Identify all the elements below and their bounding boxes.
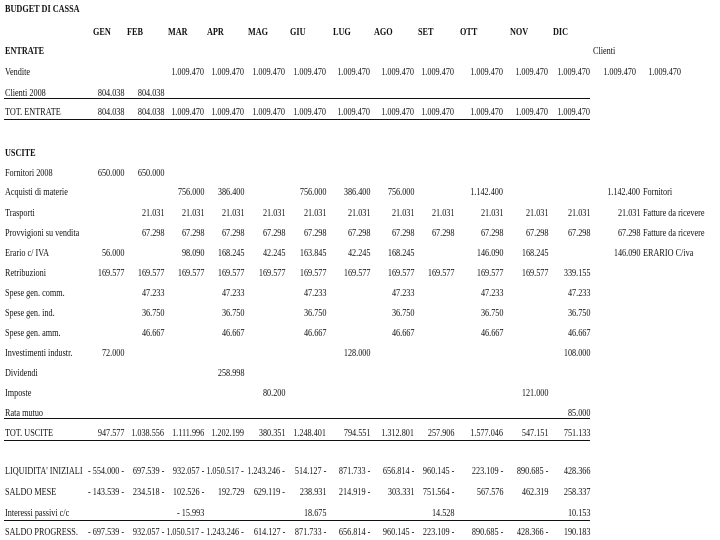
side-note-vendite-1: 1.009.470 <box>648 67 681 78</box>
row-label-tot_uscite: TOT. USCITE <box>5 428 53 439</box>
cell-tot_entrate-mag: 1.009.470 <box>252 107 285 118</box>
cell-tot_entrate-ago: 1.009.470 <box>381 107 414 118</box>
cell-tot_uscite-giu: 1.248.401 <box>293 428 326 439</box>
cell-investimenti-gen: 72.000 <box>101 348 124 359</box>
cell-tot_entrate-feb: 804.038 <box>137 107 164 118</box>
cell-saldo_mese-mar: 102.526 - <box>172 487 204 498</box>
month-header-ago: AGO <box>374 27 393 38</box>
cell-erario_iva-mag: 42.245 <box>262 248 285 259</box>
cell-provvigioni-apr: 67.298 <box>221 228 244 239</box>
cell-provvigioni-lug: 67.298 <box>347 228 370 239</box>
cell-spese_comm-feb: 47.233 <box>141 288 164 299</box>
cell-tot_entrate-apr: 1.009.470 <box>211 107 244 118</box>
cell-spese_comm-ott: 47.233 <box>480 288 503 299</box>
row-label-fornitori2008: Fornitori 2008 <box>5 168 53 179</box>
row-label-spese_comm: Spese gen. comm. <box>5 288 65 299</box>
month-header-mag: MAG <box>248 27 269 38</box>
rule-below-tot-uscite <box>4 440 590 441</box>
month-header-set: SET <box>418 27 434 38</box>
month-header-feb: FEB <box>127 27 143 38</box>
section-uscite: USCITE <box>5 148 36 159</box>
cell-acquisti-giu: 756.000 <box>299 187 326 198</box>
cell-saldo_mese-gen: - 143.539 - <box>87 487 124 498</box>
cell-trasporti-set: 21.031 <box>431 208 454 219</box>
cell-saldo_progress-dic: 190.183 <box>563 527 590 538</box>
row-label-dividendi: Dividendi <box>5 368 38 379</box>
side-note-erario_iva-0: 146.090 <box>613 248 640 259</box>
row-label-saldo_progress: SALDO PROGRESS. <box>5 527 78 538</box>
cell-provvigioni-feb: 67.298 <box>141 228 164 239</box>
cell-trasporti-feb: 21.031 <box>141 208 164 219</box>
cell-saldo_progress-mag: 614.127 - <box>253 527 285 538</box>
cell-imposte-nov: 121.000 <box>521 388 548 399</box>
cell-acquisti-mar: 756.000 <box>177 187 204 198</box>
cell-tot_uscite-set: 257.906 <box>427 428 454 439</box>
cell-provvigioni-mar: 67.298 <box>181 228 204 239</box>
cell-retribuzioni-gen: 169.577 <box>97 268 124 279</box>
row-label-clienti2008: Clienti 2008 <box>5 88 46 99</box>
cell-clienti2008-feb: 804.038 <box>137 88 164 99</box>
side-note-trasporti-0: 21.031 <box>617 208 640 219</box>
cell-retribuzioni-nov: 169.577 <box>521 268 548 279</box>
side-note-provvigioni-1: Fatture da ricevere <box>643 228 705 239</box>
cell-spese_amm-dic: 46.667 <box>567 328 590 339</box>
cell-investimenti-lug: 128.000 <box>343 348 370 359</box>
cell-vendite-apr: 1.009.470 <box>211 67 244 78</box>
cell-tot_entrate-gen: 804.038 <box>97 107 124 118</box>
cell-spese_comm-apr: 47.233 <box>221 288 244 299</box>
cell-erario_iva-gen: 56.000 <box>101 248 124 259</box>
cell-investimenti-dic: 108.000 <box>563 348 590 359</box>
cell-interessi-giu: 18.675 <box>303 508 326 519</box>
side-note-provvigioni-0: 67.298 <box>617 228 640 239</box>
cell-vendite-giu: 1.009.470 <box>293 67 326 78</box>
cell-liquidita-dic: 428.366 <box>563 466 590 477</box>
cell-liquidita-ago: 656.814 - <box>382 466 414 477</box>
cell-saldo_mese-dic: 258.337 <box>563 487 590 498</box>
cell-saldo_mese-ago: 303.331 <box>387 487 414 498</box>
row-label-erario_iva: Erario c/ IVA <box>5 248 50 259</box>
cell-spese_ind-feb: 36.750 <box>141 308 164 319</box>
cell-dividendi-apr: 258.998 <box>217 368 244 379</box>
cell-liquidita-mar: 932.057 - <box>172 466 204 477</box>
rule-above-tot-uscite <box>4 418 590 419</box>
cell-retribuzioni-ott: 169.577 <box>476 268 503 279</box>
cell-saldo_progress-mar: 1.050.517 - <box>166 527 204 538</box>
cell-saldo_mese-ott: 567.576 <box>476 487 503 498</box>
cell-acquisti-ago: 756.000 <box>387 187 414 198</box>
row-label-imposte: Imposte <box>5 388 32 399</box>
cell-retribuzioni-mag: 169.577 <box>258 268 285 279</box>
cell-fornitori2008-feb: 650.000 <box>137 168 164 179</box>
cell-saldo_progress-gen: - 697.539 - <box>87 527 124 538</box>
cell-liquidita-feb: 697.539 - <box>132 466 164 477</box>
cell-liquidita-giu: 514.127 - <box>294 466 326 477</box>
cell-provvigioni-dic: 67.298 <box>567 228 590 239</box>
cell-trasporti-ago: 21.031 <box>391 208 414 219</box>
cell-saldo_progress-feb: 932.057 - <box>132 527 164 538</box>
cell-spese_amm-giu: 46.667 <box>303 328 326 339</box>
cell-tot_entrate-lug: 1.009.470 <box>337 107 370 118</box>
cell-erario_iva-ott: 146.090 <box>476 248 503 259</box>
cell-liquidita-set: 960.145 - <box>422 466 454 477</box>
cell-spese_amm-ott: 46.667 <box>480 328 503 339</box>
cell-tot_uscite-nov: 547.151 <box>521 428 548 439</box>
month-header-dic: DIC <box>553 27 569 38</box>
cell-retribuzioni-mar: 169.577 <box>177 268 204 279</box>
side-note-erario_iva-1: ERARIO C/iva <box>643 248 694 259</box>
cell-saldo_mese-nov: 462.319 <box>521 487 548 498</box>
cell-provvigioni-giu: 67.298 <box>303 228 326 239</box>
row-label-vendite: Vendite <box>5 67 31 78</box>
cell-interessi-dic: 10.153 <box>567 508 590 519</box>
cell-vendite-mar: 1.009.470 <box>171 67 204 78</box>
cell-spese_ind-apr: 36.750 <box>221 308 244 319</box>
cell-spese_amm-ago: 46.667 <box>391 328 414 339</box>
cell-tot_entrate-dic: 1.009.470 <box>557 107 590 118</box>
cell-retribuzioni-ago: 169.577 <box>387 268 414 279</box>
cell-saldo_mese-lug: 214.919 - <box>338 487 370 498</box>
cell-vendite-nov: 1.009.470 <box>515 67 548 78</box>
cell-tot_entrate-set: 1.009.470 <box>421 107 454 118</box>
cell-interessi-set: 14.528 <box>431 508 454 519</box>
cell-tot_uscite-gen: 947.577 <box>97 428 124 439</box>
cell-saldo_mese-giu: 238.931 <box>299 487 326 498</box>
sheet-title: BUDGET DI CASSA <box>5 4 80 15</box>
month-header-lug: LUG <box>333 27 351 38</box>
cell-liquidita-lug: 871.733 - <box>338 466 370 477</box>
cell-retribuzioni-apr: 169.577 <box>217 268 244 279</box>
cell-provvigioni-set: 67.298 <box>431 228 454 239</box>
cell-saldo_mese-feb: 234.518 - <box>132 487 164 498</box>
rule-above-tot-entrate <box>4 98 590 99</box>
cell-spese_comm-giu: 47.233 <box>303 288 326 299</box>
cell-vendite-dic: 1.009.470 <box>557 67 590 78</box>
cell-trasporti-lug: 21.031 <box>347 208 370 219</box>
cell-liquidita-nov: 890.685 - <box>516 466 548 477</box>
cell-erario_iva-nov: 168.245 <box>521 248 548 259</box>
cell-tot_uscite-ago: 1.312.801 <box>381 428 414 439</box>
row-label-spese_ind: Spese gen. ind. <box>5 308 55 319</box>
cell-acquisti-lug: 386.400 <box>343 187 370 198</box>
cell-liquidita-ott: 223.109 - <box>471 466 503 477</box>
month-header-giu: GIU <box>290 27 306 38</box>
cell-tot_entrate-giu: 1.009.470 <box>293 107 326 118</box>
side-note-acquisti-0: 1.142.400 <box>607 187 640 198</box>
cell-vendite-ago: 1.009.470 <box>381 67 414 78</box>
cell-vendite-lug: 1.009.470 <box>337 67 370 78</box>
month-header-apr: APR <box>207 27 224 38</box>
side-note-trasporti-1: Fatture da ricevere <box>643 208 705 219</box>
cell-retribuzioni-feb: 169.577 <box>137 268 164 279</box>
cell-imposte-mag: 80.200 <box>262 388 285 399</box>
cell-saldo_mese-mag: 629.119 - <box>253 487 285 498</box>
cell-tot_uscite-lug: 794.551 <box>343 428 370 439</box>
cell-spese_ind-ott: 36.750 <box>480 308 503 319</box>
row-label-retribuzioni: Retribuzioni <box>5 268 46 279</box>
cell-erario_iva-giu: 163.845 <box>299 248 326 259</box>
cell-erario_iva-mar: 98.090 <box>181 248 204 259</box>
cell-saldo_progress-apr: 1.243.246 - <box>206 527 244 538</box>
cell-spese_comm-dic: 47.233 <box>567 288 590 299</box>
cell-liquidita-gen: - 554.000 - <box>87 466 124 477</box>
month-header-nov: NOV <box>510 27 529 38</box>
cell-clienti2008-gen: 804.038 <box>97 88 124 99</box>
cell-erario_iva-ago: 168.245 <box>387 248 414 259</box>
row-label-liquidita: LIQUIDITA' INIZIALI <box>5 466 83 477</box>
cell-saldo_progress-ott: 890.685 - <box>471 527 503 538</box>
cell-tot_uscite-apr: 1.202.199 <box>211 428 244 439</box>
cell-saldo_progress-lug: 656.814 - <box>338 527 370 538</box>
cell-acquisti-ott: 1.142.400 <box>470 187 503 198</box>
cell-erario_iva-apr: 168.245 <box>217 248 244 259</box>
cell-provvigioni-ott: 67.298 <box>480 228 503 239</box>
cell-tot_uscite-mag: 380.351 <box>258 428 285 439</box>
cell-vendite-mag: 1.009.470 <box>252 67 285 78</box>
cell-liquidita-mag: 1.243.246 - <box>247 466 285 477</box>
side-note-vendite-0: 1.009.470 <box>603 67 636 78</box>
cell-tot_uscite-ott: 1.577.046 <box>470 428 503 439</box>
cell-retribuzioni-set: 169.577 <box>427 268 454 279</box>
month-header-ott: OTT <box>460 27 478 38</box>
cell-rata_mutuo-dic: 85.000 <box>567 408 590 419</box>
cell-tot_entrate-ott: 1.009.470 <box>470 107 503 118</box>
side-header-clienti: Clienti <box>593 46 616 57</box>
cell-spese_amm-feb: 46.667 <box>141 328 164 339</box>
cell-trasporti-dic: 21.031 <box>567 208 590 219</box>
cell-spese_ind-giu: 36.750 <box>303 308 326 319</box>
cell-trasporti-nov: 21.031 <box>525 208 548 219</box>
row-label-tot_entrate: TOT. ENTRATE <box>5 107 61 118</box>
cell-acquisti-apr: 386.400 <box>217 187 244 198</box>
cell-saldo_mese-set: 751.564 - <box>422 487 454 498</box>
cell-tot_uscite-mar: 1.111.996 <box>171 428 204 439</box>
rule-above-saldo-progress <box>4 520 590 521</box>
cell-saldo_progress-set: 223.109 - <box>422 527 454 538</box>
cell-saldo_progress-ago: 960.145 - <box>382 527 414 538</box>
cell-erario_iva-lug: 42.245 <box>347 248 370 259</box>
row-label-interessi: Interessi passivi c/c <box>5 508 70 519</box>
cell-provvigioni-mag: 67.298 <box>262 228 285 239</box>
cell-spese_ind-ago: 36.750 <box>391 308 414 319</box>
row-label-acquisti: Acquisti di materie <box>5 187 68 198</box>
cell-trasporti-ott: 21.031 <box>480 208 503 219</box>
row-label-trasporti: Trasporti <box>5 208 35 219</box>
cell-tot_uscite-feb: 1.038.556 <box>131 428 164 439</box>
cell-saldo_mese-apr: 192.729 <box>217 487 244 498</box>
cell-tot_uscite-dic: 751.133 <box>563 428 590 439</box>
rule-below-tot-entrate <box>4 119 590 120</box>
cell-provvigioni-nov: 67.298 <box>525 228 548 239</box>
row-label-provvigioni: Provvigioni su vendita <box>5 228 80 239</box>
cell-trasporti-mar: 21.031 <box>181 208 204 219</box>
cell-trasporti-apr: 21.031 <box>221 208 244 219</box>
row-label-saldo_mese: SALDO MESE <box>5 487 57 498</box>
cell-trasporti-giu: 21.031 <box>303 208 326 219</box>
cell-saldo_progress-giu: 871.733 - <box>294 527 326 538</box>
cell-provvigioni-ago: 67.298 <box>391 228 414 239</box>
cell-spese_amm-apr: 46.667 <box>221 328 244 339</box>
row-label-investimenti: Investimenti industr. <box>5 348 73 359</box>
cell-vendite-ott: 1.009.470 <box>470 67 503 78</box>
month-header-gen: GEN <box>93 27 111 38</box>
month-header-mar: MAR <box>168 27 188 38</box>
cell-tot_entrate-nov: 1.009.470 <box>515 107 548 118</box>
section-entrate: ENTRATE <box>5 46 45 57</box>
cell-saldo_progress-nov: 428.366 - <box>516 527 548 538</box>
cell-spese_ind-dic: 36.750 <box>567 308 590 319</box>
cell-vendite-set: 1.009.470 <box>421 67 454 78</box>
cell-tot_entrate-mar: 1.009.470 <box>171 107 204 118</box>
cell-spese_comm-ago: 47.233 <box>391 288 414 299</box>
cell-fornitori2008-gen: 650.000 <box>97 168 124 179</box>
side-note-acquisti-1: Fornitori <box>643 187 673 198</box>
cell-interessi-mar: - 15.993 <box>176 508 204 519</box>
cell-retribuzioni-lug: 169.577 <box>343 268 370 279</box>
cell-liquidita-apr: 1.050.517 - <box>206 466 244 477</box>
row-label-rata_mutuo: Rata mutuo <box>5 408 44 419</box>
cell-retribuzioni-giu: 169.577 <box>299 268 326 279</box>
cell-retribuzioni-dic: 339.155 <box>563 268 590 279</box>
row-label-spese_amm: Spese gen. amm. <box>5 328 61 339</box>
cell-trasporti-mag: 21.031 <box>262 208 285 219</box>
